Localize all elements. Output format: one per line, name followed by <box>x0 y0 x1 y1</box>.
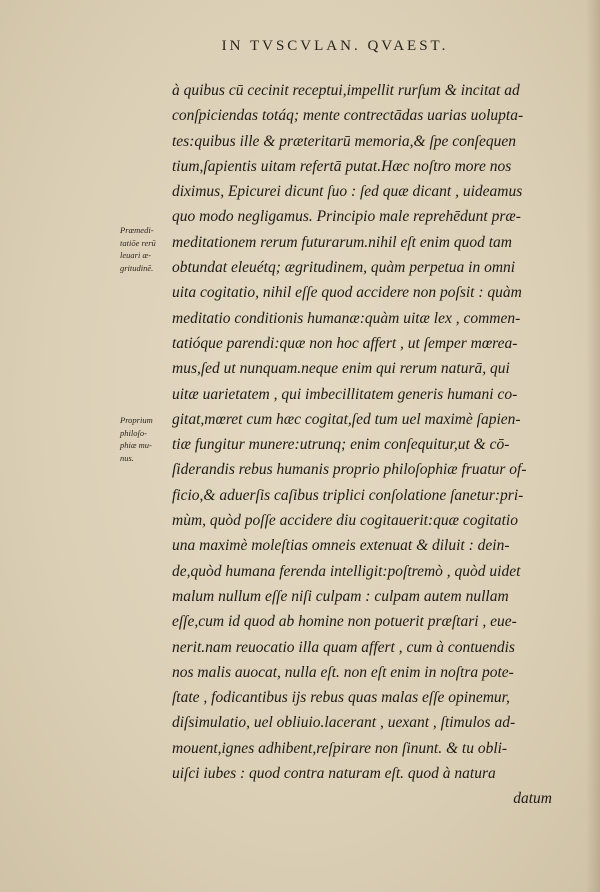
margin-note-line: phiæ mu- <box>120 440 152 450</box>
margin-note-line: Præmedi- <box>120 225 154 235</box>
running-head: IN TVSCVLAN. QVAEST. <box>221 38 449 54</box>
text-line: mus,ſed ut nunquam.neque enim qui rerum naturā, qui <box>172 360 510 378</box>
page-edge-shadow <box>586 0 600 892</box>
text-line: tes:quibus ille & præteritarū memoria,& ſpe conſequen <box>172 132 516 150</box>
text-line: nerit.nam reuocatio illa quam affert , cum à contuendis <box>172 638 515 656</box>
margin-note-line: philoſo- <box>120 427 147 438</box>
margin-note-line: tatiōe rerū <box>120 237 156 248</box>
text-line: conſpiciendas totáq; mente contrectādas uarias uolupta- <box>172 107 524 125</box>
text-line: malum nullum eſſe niſi culpam : culpam autem nullam <box>172 587 509 605</box>
text-line: à quibus cū cecinit receptui,impellit rurſum & incitat ad <box>172 82 520 99</box>
text-line: tiæ fungitur munere:utrunq; enim conſequitur,ut & cō- <box>172 436 510 454</box>
text-line: uitæ uarietatem , qui imbecillitatem generis humani co- <box>172 385 518 403</box>
margin-note-line: Proprium <box>120 415 153 425</box>
text-line: datum <box>513 790 552 808</box>
text-line: ficio,& aduerſis caſibus triplici conſolatione ſanetur:pri- <box>172 486 524 504</box>
text-line: diximus, Epicurei dicunt ſuo : ſed quæ dicant , uideamus <box>172 183 523 201</box>
text-line: diſsimulatio, uel obliuio.lacerant , uexant , ſtimulos ad- <box>172 714 516 732</box>
text-line: una maximè moleſtias omneis extenuat & diluit : dein- <box>172 537 510 555</box>
text-line: mouent,ignes adhibent,reſpirare non ſinunt. & tu obli- <box>172 739 508 757</box>
text-line: gitat,mœret cum hæc cogitat,ſed tum uel maximè ſapien- <box>172 410 521 428</box>
text-line: nos malis auocat, nulla eſt. non eſt enim in noſtra pote- <box>172 663 514 681</box>
text-line: meditationem rerum futurarum.nihil eſt enim quod tam <box>172 233 512 251</box>
text-line: uita cogitatio, nihil eſſe quod accidere non poſsit : quàm <box>172 284 522 302</box>
text-line: quo modo negligamus. Principio male reprehēdunt præ- <box>172 208 521 226</box>
text-line: meditatio conditionis humanæ:quàm uitæ lex , commen- <box>172 309 521 327</box>
main-text-block <box>172 78 552 812</box>
margin-note-line: gritudinē. <box>120 262 154 273</box>
text-line: uiſci iubes : quod contra naturam eſt. quod à natura <box>172 765 496 783</box>
text-line: eſſe,cum id quod ab homine non potuerit præſtari , eue- <box>172 613 517 631</box>
margin-note-line: nus. <box>120 452 134 463</box>
text-line: ſtate , fodicantibus ijs rebus quas malas eſſe opinemur, <box>172 689 510 707</box>
text-line: tium,ſapientis uitam refertā putat.Hæc noſtro more nos <box>172 157 512 175</box>
text-line: ſiderandis rebus humanis proprio philoſophiæ fruatur of- <box>172 461 527 479</box>
margin-note-praemeditatione <box>120 224 172 274</box>
margin-note-proprium <box>120 414 172 464</box>
text-line: obtundat eleuétq; ægritudinem, quàm perpetua in omni <box>172 259 516 277</box>
margin-note-line: leuari æ- <box>120 250 151 260</box>
text-line: mùm, quòd poſſe accidere diu cogitauerit:quæ cogitatio <box>172 512 518 530</box>
text-line: tatióque parendi:quæ non hoc affert , ut ſemper mœrea- <box>172 334 518 352</box>
text-line: de,quòd humana ferenda intelligit:poſtremò , quòd uidet <box>172 562 521 580</box>
